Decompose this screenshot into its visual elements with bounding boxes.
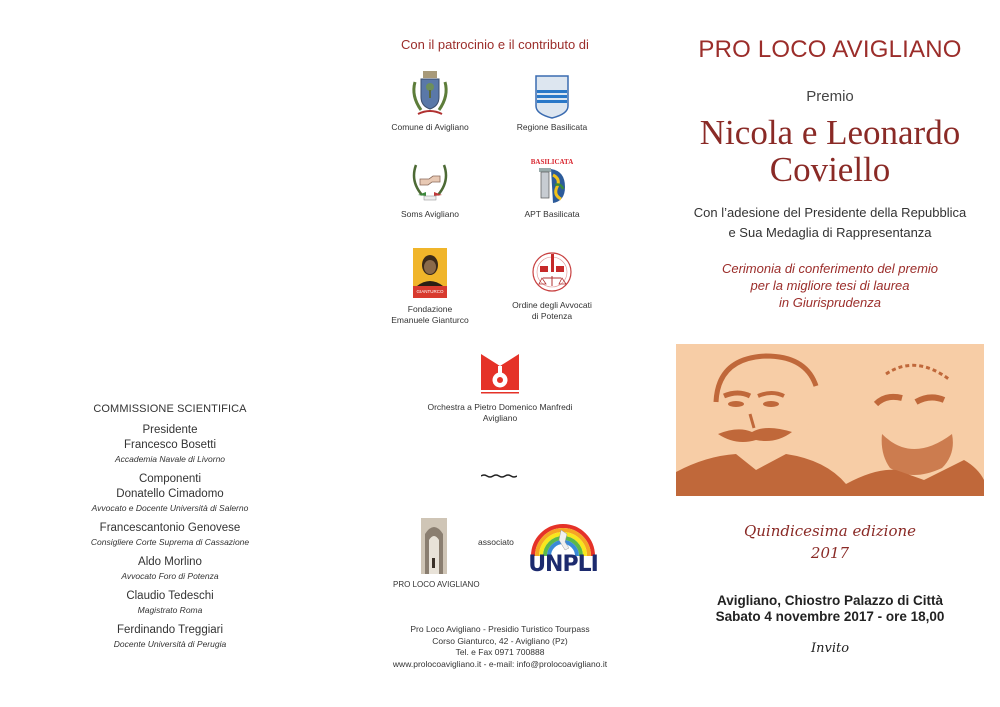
edition-text xyxy=(690,520,970,564)
scientific-committee xyxy=(60,403,280,657)
unpli-logo-text: UNPLI xyxy=(528,552,598,577)
event-location: Avigliano, Chiostro Palazzo di Città xyxy=(716,593,944,608)
patron-apt-basilicata xyxy=(497,157,607,220)
patron-label: Regione Basilicata xyxy=(516,122,588,132)
patron-label: Soms Avigliano xyxy=(401,209,459,219)
adhesion-line1: Con l’adesione del Presidente della Repubblica xyxy=(693,205,967,220)
member-name: Francescantonio Genovese xyxy=(99,522,241,534)
contacts-address: Corso Gianturco, 42 - Avigliano (Pz) xyxy=(432,635,568,646)
event-details xyxy=(690,593,970,625)
member-affiliation: Avvocato Foro di Potenza xyxy=(121,571,219,581)
ceremony-line1: Cerimonia di conferimento del premio xyxy=(721,261,939,276)
role-label: Componenti xyxy=(138,473,201,485)
unpli-logo xyxy=(528,516,598,586)
orchestra-logo-icon xyxy=(479,352,521,396)
patron-fondazione-gianturco xyxy=(375,248,485,326)
committee-member xyxy=(60,472,280,514)
patron-label: Comune di Avigliano xyxy=(391,122,469,132)
contacts-footer xyxy=(370,624,630,670)
member-affiliation: Magistrato Roma xyxy=(137,605,203,615)
committee-president xyxy=(60,423,280,465)
contacts-line: Pro Loco Avigliano - Presidio Turistico Tourpass xyxy=(410,624,590,634)
committee-member xyxy=(60,521,280,548)
event-datetime: Sabato 4 novembre 2017 - ore 18,00 xyxy=(715,609,945,624)
member-affiliation: Consigliere Corte Suprema di Cassazione xyxy=(90,537,250,547)
coat-of-arms-icon xyxy=(409,70,451,116)
ceremony-text xyxy=(680,260,980,311)
ornament-divider xyxy=(481,465,517,468)
apt-logo-icon xyxy=(531,157,573,203)
role-label: Presidente xyxy=(142,424,198,436)
edition-label: Quindicesima edizione xyxy=(743,522,917,540)
member-name: Claudio Tedeschi xyxy=(126,590,214,602)
patron-label: APT Basilicata xyxy=(524,209,580,219)
patron-label-line2: Emanuele Gianturco xyxy=(391,315,469,325)
orchestra-label-line1: Orchestra a Pietro Domenico Manfredi xyxy=(427,402,573,412)
proloco-photo xyxy=(421,518,447,574)
contacts-web-email: www.prolocoavigliano.it - e-mail: info@prolocoavigliano.it xyxy=(392,658,608,669)
invitation-label: Invito xyxy=(810,641,850,656)
member-affiliation: Avvocato e Docente Università di Salerno xyxy=(91,503,249,513)
gianturco-logo-text: GIANTURCO xyxy=(416,289,444,294)
patron-label-line1: Ordine degli Avvocati xyxy=(512,300,592,310)
proloco-caption: PRO LOCO AVIGLIANO xyxy=(393,580,480,589)
patron-regione-basilicata xyxy=(497,70,607,133)
committee-title: COMMISSIONE SCIENTIFICA xyxy=(93,403,247,415)
portraits-image xyxy=(676,344,984,496)
region-shield-icon xyxy=(531,70,573,116)
apt-logo-text: BASILICATA xyxy=(531,158,573,166)
award-names-line2: Coviello xyxy=(769,150,891,189)
member-name: Ferdinando Treggiari xyxy=(116,624,224,636)
member-affiliation: Docente Università di Perugia xyxy=(113,639,227,649)
patron-ordine-avvocati xyxy=(497,248,607,322)
committee-member xyxy=(60,589,280,616)
patronage-title: Con il patrocinio e il contributo di xyxy=(401,37,589,52)
adhesion-line2: e Sua Medaglia di Rappresentanza xyxy=(728,225,932,240)
scales-seal-icon xyxy=(531,248,573,294)
committee-member xyxy=(60,555,280,582)
patron-label-line2: di Potenza xyxy=(531,311,573,321)
patron-label-line1: Fondazione xyxy=(407,304,453,314)
org-title: PRO LOCO AVIGLIANO xyxy=(698,36,962,63)
ceremony-line2: per la migliore tesi di laurea xyxy=(750,278,910,293)
member-name: Francesco Bosetti xyxy=(123,439,217,451)
portrait-logo-icon xyxy=(413,248,447,298)
award-names xyxy=(672,114,988,188)
committee-member xyxy=(60,623,280,650)
patron-orchestra-manfredi xyxy=(400,352,600,424)
member-affiliation: Accademia Navale di Livorno xyxy=(114,454,226,464)
edition-year: 2017 xyxy=(810,544,850,562)
award-label: Premio xyxy=(806,88,854,105)
member-name: Aldo Morlino xyxy=(138,556,202,568)
contacts-phone: Tel. e Fax 0971 700888 xyxy=(455,647,545,657)
patron-comune-avigliano xyxy=(375,70,485,133)
patron-soms-avigliano xyxy=(375,157,485,220)
member-name: Donatello Cimadomo xyxy=(116,488,224,500)
associate-label: associato xyxy=(478,537,514,547)
award-names-line1: Nicola e Leonardo xyxy=(699,113,961,152)
adhesion-text xyxy=(675,203,985,243)
orchestra-label-line2: Avigliano xyxy=(482,413,518,423)
ceremony-line3: in Giurisprudenza xyxy=(779,295,881,310)
handshake-emblem-icon xyxy=(409,157,451,203)
